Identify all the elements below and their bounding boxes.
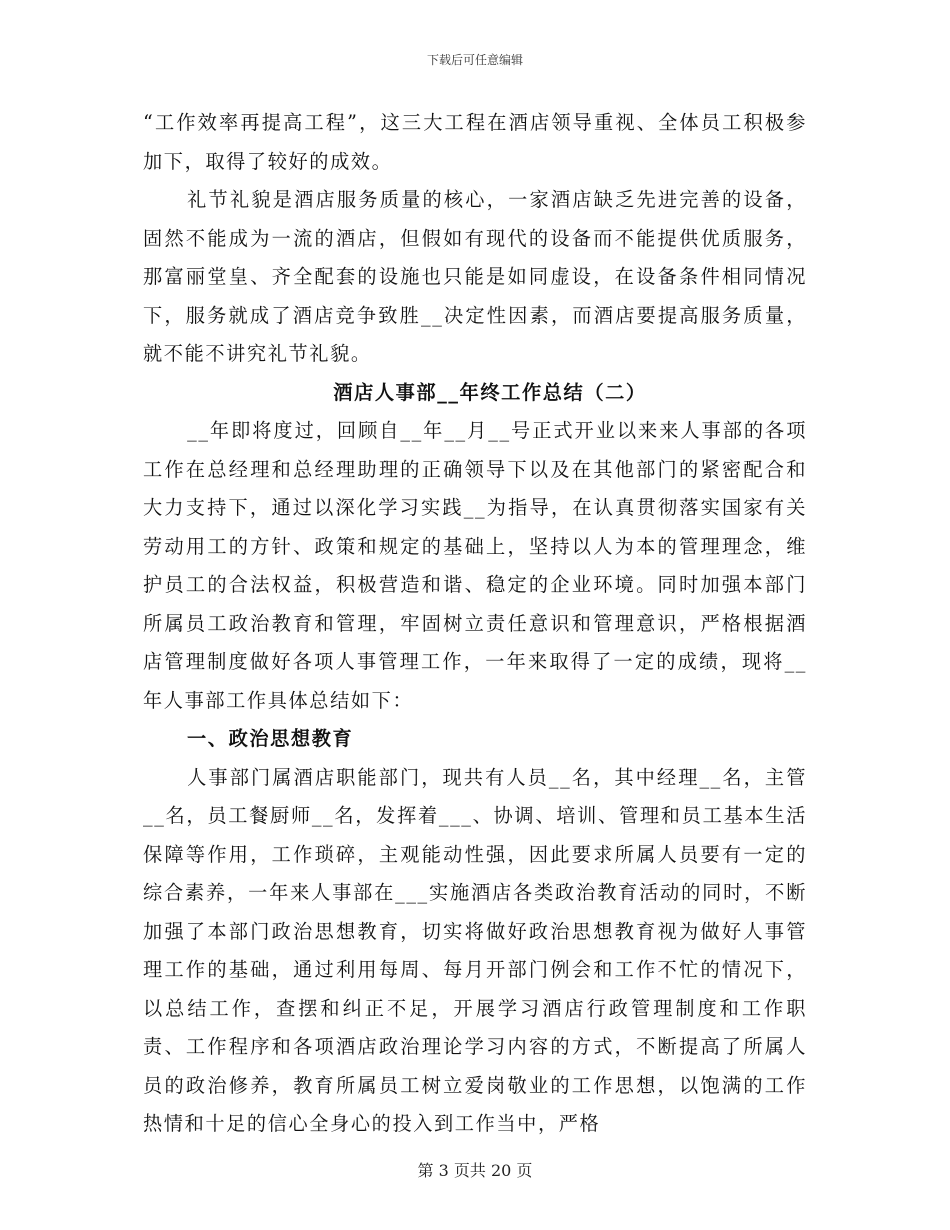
paragraph-1: “工作效率再提高工程”，这三大工程在酒店领导重视、全体员工积极参加下，取得了较好的成效。 — [143, 111, 807, 173]
paragraph-2: 礼节礼貌是酒店服务质量的核心，一家酒店缺乏先进完善的设备，固然不能成为一流的酒店，但假如有现代的设备而不能提供优质服务，那富丽堂皇、齐全配套的设施也只能是如同虚设，在设备条件相同情况下，服务就成了酒店竞争致胜__决定性因素，而酒店要提高服务质量，就不能不讲究礼节礼貌。 — [143, 188, 807, 365]
paragraph-4: 人事部门属酒店职能部门，现共有人员__名，其中经理__名，主管__名，员工餐厨师__名，发挥着___、协调、培训、管理和员工基本生活保障等作用，工作琐碎，主观能动性强，因此要求所属人员要有一定的综合素养，一年来人事部在___实施酒店各类政治教育活动的同时，不断加强了本部门政治思想教育，切实将做好政治思想教育视为做好人事管理工作的基础，通过利用每周、每月开部门例会和工作不忙的情况下，以总结工作，查摆和纠正不足，开展学习酒店行政管理制度和工作职责、工作程序和各项酒店政治理论学习内容的方式，不断提高了所属人员的政治修养，教育所属员工树立爱岗敬业的工作思想，以饱满的工作热情和十足的信心全身心的投入到工作当中，严格 — [143, 765, 807, 1135]
paragraph-3: __年即将度过，回顾自__年__月__号正式开业以来来人事部的各项工作在总经理和总经理助理的正确领导下以及在其他部门的紧密配合和大力支持下，通过以深化学习实践__为指导，在认真贯彻落实国家有关劳动用工的方针、政策和规定的基础上，坚持以人为本的管理理念，维护员工的合法权益，积极营造和谐、稳定的企业环境。同时加强本部门所属员工政治教育和管理，牢固树立责任意识和管理意识，严格根据酒店管理制度做好各项人事管理工作，一年来取得了一定的成绩，现将__年人事部工作具体总结如下： — [143, 419, 807, 712]
page-footer: 第 3 页共 20 页 — [417, 1161, 533, 1180]
page-header-note: 下载后可任意编辑 — [426, 53, 523, 67]
section-heading-1: 一、政治思想教育 — [187, 727, 354, 750]
document-body — [143, 104, 807, 1144]
document-title: 酒店人事部__年终工作总结（二） — [333, 380, 647, 404]
